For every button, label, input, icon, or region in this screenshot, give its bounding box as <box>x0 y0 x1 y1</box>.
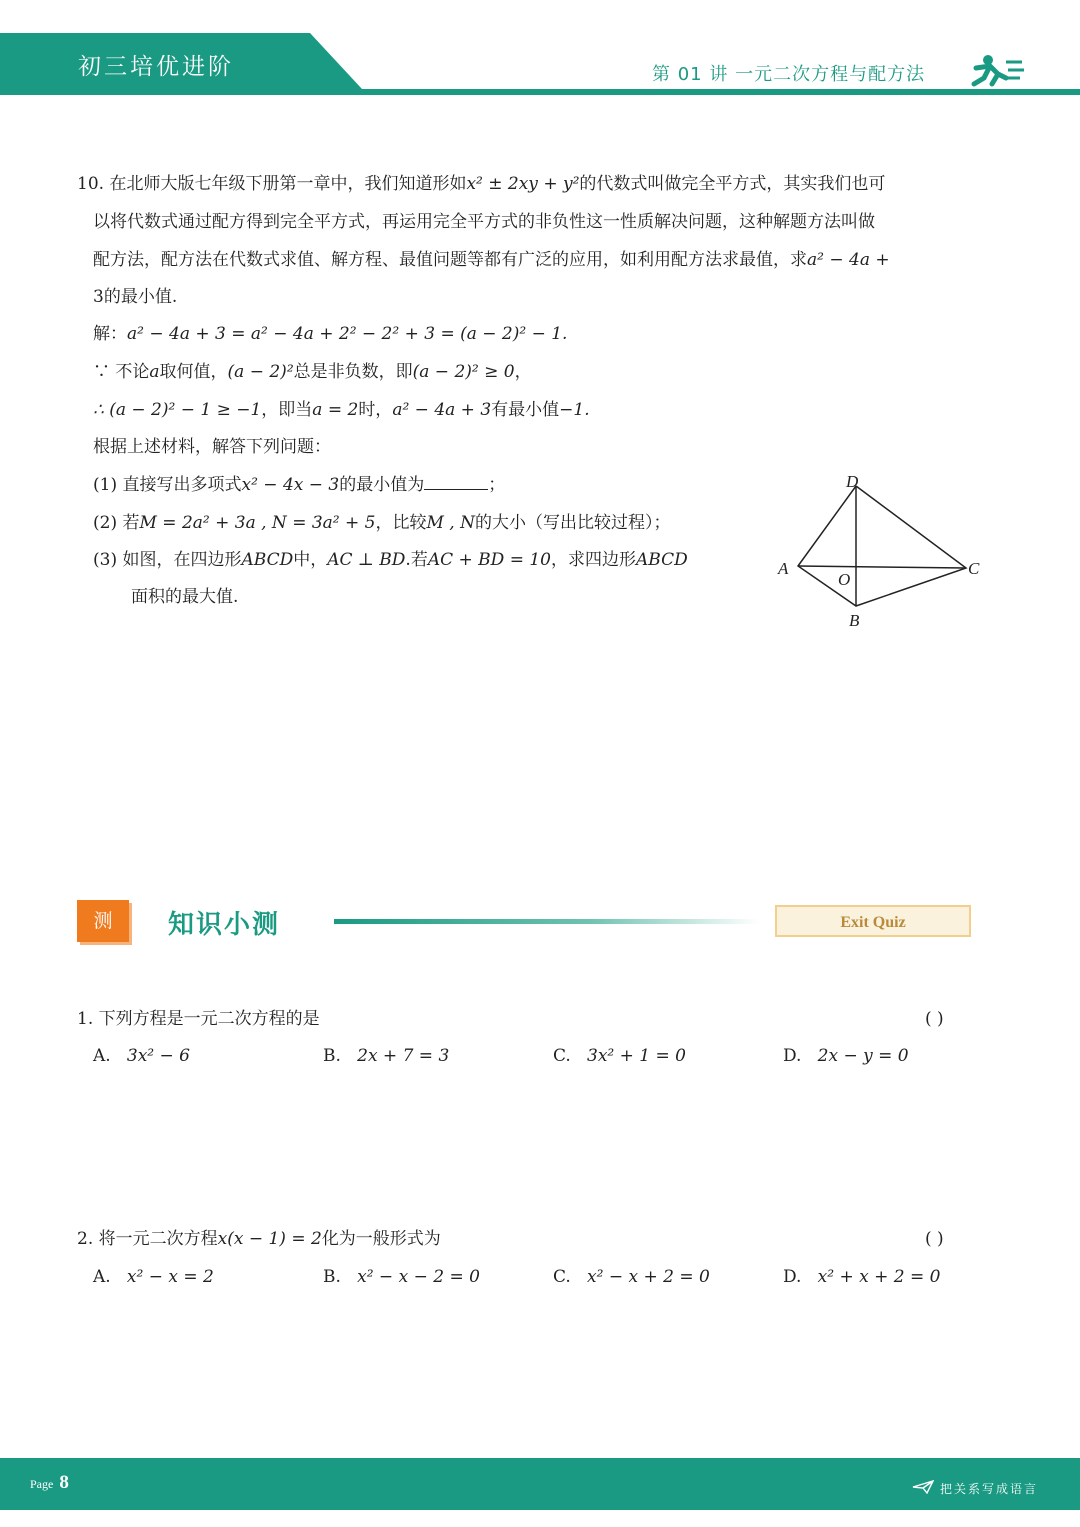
math-expression: −1. <box>559 400 590 420</box>
math-expression: a² − 4a + 3 = a² − 4a + 2² − 2² + 3 = (a − 2)² − 1. <box>127 324 568 344</box>
footer-slogan: 把关系写成语言 <box>940 1482 1039 1496</box>
solution-label: 解： <box>93 324 127 344</box>
quiz-2-option-d[interactable] <box>783 1267 940 1287</box>
math-expression: (a − 2)² ≥ 0 <box>412 362 515 382</box>
option-letter: C. <box>553 1267 571 1287</box>
text: ，即当 <box>261 400 313 420</box>
math-expression: ABCD <box>241 550 294 570</box>
math-expression: AC ⊥ BD <box>327 550 406 570</box>
option-text: 2x − y = 0 <box>817 1046 909 1066</box>
label-o: O <box>838 570 851 589</box>
problem-10-text: 配方法，配方法在代数式求值、解方程、最值问题等都有广泛的应用，如利用配方法求最值，求 <box>93 250 807 270</box>
text: 有最小值 <box>491 400 560 420</box>
option-text: x² − x + 2 = 0 <box>587 1267 710 1287</box>
option-letter: C. <box>553 1046 571 1066</box>
runner-logo-icon <box>970 54 1025 90</box>
option-letter: A. <box>93 1046 111 1066</box>
option-text: 3x² + 1 = 0 <box>587 1046 686 1066</box>
option-letter: A. <box>93 1267 111 1287</box>
problem-10-line-1 <box>77 174 885 194</box>
option-letter: B. <box>323 1046 341 1066</box>
text: 的大小（写出比较过程）； <box>474 513 671 533</box>
math-expression: x² ± 2xy + y² <box>466 174 580 194</box>
label-d: D <box>846 472 859 491</box>
section-divider <box>334 919 759 924</box>
header-course-title: 初三培优进阶 <box>78 54 234 80</box>
text: ， <box>514 362 532 382</box>
problem-10-text: 的代数式叫做完全平方式，其实我们也可 <box>579 174 886 194</box>
page-indicator <box>30 1472 69 1494</box>
option-letter: D. <box>783 1046 802 1066</box>
math-expression: M = 2a² + 3a , N = 3a² + 5 <box>139 513 376 533</box>
quiz-2-option-a[interactable] <box>93 1267 214 1287</box>
page-number: 8 <box>59 1472 69 1493</box>
text: ，比较 <box>375 513 427 533</box>
quiz-2-answer-bracket[interactable]: ( ) <box>925 1229 944 1249</box>
sub-question-3-line-2: 面积的最大值. <box>131 587 239 607</box>
problem-10-line-2: 以将代数式通过配方得到完全平方式，再运用完全平方式的非负性这一性质解决问题，这种解题方法叫做 <box>93 212 875 232</box>
text: (2) 若 <box>93 513 140 533</box>
option-letter: D. <box>783 1267 802 1287</box>
label-a: A <box>778 559 789 578</box>
math-expression: (a − 2)² <box>227 362 294 382</box>
quadrilateral-figure <box>770 468 990 633</box>
text: ∵ 不论 <box>93 362 150 382</box>
quiz-1-stem: 1. 下列方程是一元二次方程的是 <box>77 1009 320 1029</box>
solution-line <box>93 324 567 344</box>
quiz-2-stem <box>77 1229 441 1249</box>
text: 时， <box>358 400 393 420</box>
text: 取何值， <box>159 362 228 382</box>
page-label: Page <box>30 1477 54 1491</box>
diagonal-ac <box>798 566 966 568</box>
sub-question-3 <box>93 550 688 570</box>
text: ； <box>488 475 506 495</box>
quiz-1-answer-bracket[interactable]: ( ) <box>925 1009 944 1029</box>
text: (1) 直接写出多项式 <box>93 475 242 495</box>
problem-10-line-4: 3的最小值. <box>93 287 178 307</box>
text: (3) 如图，在四边形 <box>93 550 242 570</box>
math-variable: a <box>149 362 160 382</box>
math-expression: a = 2 <box>312 400 359 420</box>
math-expression: x(x − 1) = 2 <box>217 1229 322 1249</box>
option-text: x² − x = 2 <box>126 1267 214 1287</box>
math-expression: a² − 4a + 3 <box>392 400 492 420</box>
section-title: 知识小测 <box>168 910 281 940</box>
quiz-1-option-a[interactable] <box>93 1046 190 1066</box>
text: 2. 将一元二次方程 <box>77 1229 218 1249</box>
problem-10-text: 10. 在北师大版七年级下册第一章中，我们知道形如 <box>77 174 467 194</box>
math-expression: AC + BD = 10 <box>427 550 551 570</box>
quiz-1-option-d[interactable] <box>783 1046 909 1066</box>
problem-10-line-3 <box>93 250 890 270</box>
sub-question-1 <box>93 475 505 495</box>
quadrilateral-outline <box>798 486 966 606</box>
quiz-2-option-c[interactable] <box>553 1267 710 1287</box>
because-line <box>93 362 532 382</box>
option-text: 2x + 7 = 3 <box>357 1046 450 1066</box>
option-text: 3x² − 6 <box>126 1046 190 1066</box>
badge-label: 测 <box>93 910 113 932</box>
header-lesson-title: 第 01 讲 一元二次方程与配方法 <box>652 64 926 85</box>
intro-line: 根据上述材料，解答下列问题： <box>93 437 331 457</box>
option-text: x² + x + 2 = 0 <box>817 1267 941 1287</box>
option-letter: B. <box>323 1267 341 1287</box>
quiz-1-option-c[interactable] <box>553 1046 686 1066</box>
quiz-1-option-b[interactable] <box>323 1046 449 1066</box>
text: .若 <box>405 550 428 570</box>
sub-question-2 <box>93 513 670 533</box>
paper-plane-icon <box>912 1480 934 1494</box>
option-text: x² − x − 2 = 0 <box>357 1267 480 1287</box>
text: 总是非负数，即 <box>293 362 413 382</box>
text: ，求四边形 <box>550 550 636 570</box>
therefore-line <box>93 400 590 420</box>
answer-blank[interactable] <box>424 475 488 490</box>
label-b: B <box>849 611 860 630</box>
label-c: C <box>968 559 980 578</box>
exit-quiz-button[interactable]: Exit Quiz <box>775 905 971 937</box>
quiz-2-option-b[interactable] <box>323 1267 480 1287</box>
text: 中， <box>293 550 328 570</box>
math-expression: x² − 4x − 3 <box>241 475 340 495</box>
math-expression: a² − 4a + <box>807 250 890 270</box>
text: 化为一般形式为 <box>321 1229 441 1249</box>
quiz-section-badge <box>77 900 129 942</box>
math-expression: ABCD <box>635 550 688 570</box>
math-expression: M , N <box>426 513 475 533</box>
math-expression: ∴ (a − 2)² − 1 ≥ −1 <box>93 400 262 420</box>
text: 的最小值为 <box>339 475 425 495</box>
